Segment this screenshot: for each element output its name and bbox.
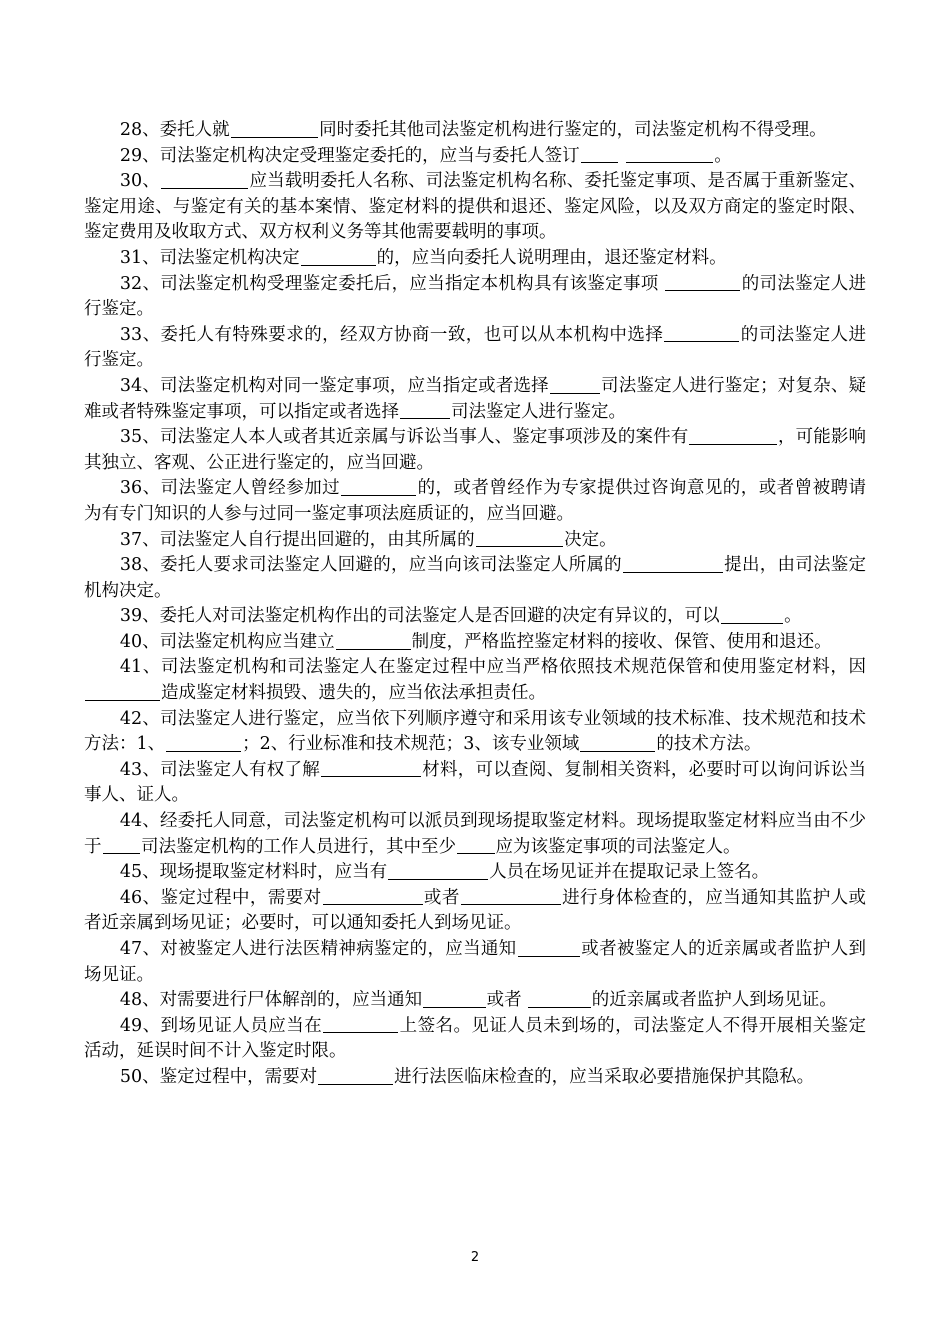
question-text xyxy=(619,146,625,166)
answer-blank xyxy=(528,989,591,1008)
answer-blank xyxy=(476,529,564,548)
question-item xyxy=(84,553,866,604)
question-item xyxy=(84,604,866,630)
answer-blank xyxy=(461,887,561,906)
question-item xyxy=(84,809,866,860)
question-text: 28、委托人就 xyxy=(119,120,230,140)
answer-blank xyxy=(318,1066,393,1085)
question-text: 或者被鉴定人的近亲属或者监护人到场见证。 xyxy=(84,939,866,985)
question-text: 提出，由司法鉴定机构决定。 xyxy=(84,555,866,601)
question-item xyxy=(84,630,866,656)
question-text: 进行身体检查的，应当通知其监护人或者近亲属到场见证；必要时，可以通知委托人到场见证。 xyxy=(84,887,867,934)
question-text: 。 xyxy=(714,145,732,166)
question-text: ；2、行业标准和技术规范；3、该专业领域 xyxy=(242,734,580,755)
question-item xyxy=(84,758,866,809)
answer-blank xyxy=(550,375,600,394)
question-item xyxy=(84,323,866,374)
question-text: 或者 xyxy=(486,990,528,1011)
question-item xyxy=(84,1065,866,1091)
question-item xyxy=(84,1014,866,1065)
answer-blank xyxy=(457,836,495,855)
question-text: 48、对需要进行尸体解剖的，应当通知 xyxy=(119,990,423,1011)
question-text: 同时委托其他司法鉴定机构进行鉴定的，司法鉴定机构不得受理。 xyxy=(319,120,827,140)
question-text: 41、司法鉴定机构和司法鉴定人在鉴定过程中应当严格依照技术规范保管和使用鉴定材料，因 xyxy=(119,657,866,678)
question-text: 司法鉴定人进行鉴定；对复杂、疑难或者特殊鉴定事项，可以指定或者选择 xyxy=(84,375,866,422)
question-text: 43、司法鉴定人有权了解 xyxy=(119,759,320,780)
answer-blank xyxy=(388,861,488,880)
question-text: 进行法医临床检查的，应当采取必要措施保护其隐私。 xyxy=(394,1066,815,1087)
answer-blank xyxy=(336,631,411,650)
question-text: 应为该鉴定事项的司法鉴定人。 xyxy=(495,836,741,857)
question-text: 46、鉴定过程中，需要对 xyxy=(119,887,322,908)
answer-blank xyxy=(323,887,423,906)
question-item xyxy=(84,988,866,1014)
question-text: 36、司法鉴定人曾经参加过 xyxy=(119,478,341,499)
question-text: 制度，严格监控鉴定材料的接收、保管、使用和退还。 xyxy=(411,631,832,652)
question-text: 37、司法鉴定人自行提出回避的，由其所属的 xyxy=(119,529,475,550)
question-text: 30、 xyxy=(119,171,160,192)
answer-blank xyxy=(323,1015,398,1034)
question-text: 材料，可以查阅、复制相关资料，必要时可以询问诉讼当事人、证人。 xyxy=(84,759,866,806)
answer-blank xyxy=(689,426,777,445)
question-text: 的，应当向委托人说明理由，退还鉴定材料。 xyxy=(376,247,727,268)
question-item xyxy=(84,476,866,527)
question-item xyxy=(84,374,866,425)
question-text: 47、对被鉴定人进行法医精神病鉴定的，应当通知 xyxy=(119,939,517,959)
question-text: 50、鉴定过程中，需要对 xyxy=(119,1066,318,1087)
question-item xyxy=(84,272,866,323)
answer-blank xyxy=(664,324,739,343)
question-item xyxy=(84,246,866,272)
answer-blank xyxy=(341,477,416,496)
answer-blank xyxy=(423,989,486,1008)
question-item xyxy=(84,886,866,937)
answer-blank xyxy=(321,759,421,778)
question-item xyxy=(84,118,866,144)
answer-blank xyxy=(721,605,784,624)
answer-blank xyxy=(400,401,450,420)
question-text: 45、现场提取鉴定材料时，应当有 xyxy=(119,862,388,883)
answer-blank xyxy=(103,836,141,855)
question-text: 。 xyxy=(784,606,802,627)
question-text: 应当载明委托人名称、司法鉴定机构名称、委托鉴定事项、是否属于重新鉴定、鉴定用途、与鉴定有关的基本案情、鉴定材料的提供和退还、鉴定风险，以及双方商定的鉴定时限、鉴定费用及收取方式、双方权利义务等其他需要载明的事项。 xyxy=(84,171,866,243)
answer-blank xyxy=(85,682,160,701)
question-item xyxy=(84,144,866,170)
answer-blank xyxy=(301,247,376,266)
question-text: 42、司法鉴定人进行鉴定，应当依下列顺序遵守和采用该专业领域的技术标准、技术规范和技术方法：1、 xyxy=(84,708,866,755)
question-item xyxy=(84,655,866,706)
question-text: 的技术方法。 xyxy=(656,734,762,755)
question-text: 31、司法鉴定机构决定 xyxy=(119,247,300,268)
question-text: 司法鉴定机构的工作人员进行，其中至少 xyxy=(141,836,456,857)
question-text: 40、司法鉴定机构应当建立 xyxy=(119,631,335,652)
question-text: 39、委托人对司法鉴定机构作出的司法鉴定人是否回避的决定有异议的，可以 xyxy=(119,606,720,627)
question-text: 人员在场见证并在提取记录上签名。 xyxy=(489,862,770,883)
answer-blank xyxy=(626,145,714,164)
question-text: 决定。 xyxy=(564,529,617,550)
page-number: 2 xyxy=(470,1250,480,1265)
question-text: 34、司法鉴定机构对同一鉴定事项，应当指定或者选择 xyxy=(119,375,549,396)
answer-blank xyxy=(580,733,655,752)
question-text: ，可能影响其独立、客观、公正进行鉴定的，应当回避。 xyxy=(84,427,866,473)
question-text: 的司法鉴定人进行鉴定。 xyxy=(84,273,866,320)
question-text: 的司法鉴定人进行鉴定。 xyxy=(84,324,866,371)
question-text: 上签名。见证人员未到场的，司法鉴定人不得开展相关鉴定活动，延误时间不计入鉴定时限。 xyxy=(84,1015,866,1062)
question-item xyxy=(84,707,866,758)
answer-blank xyxy=(518,938,581,957)
question-text: 38、委托人要求司法鉴定人回避的，应当向该司法鉴定人所属的 xyxy=(119,555,622,576)
question-item xyxy=(84,937,866,988)
question-text: 32、司法鉴定机构受理鉴定委托后，应当指定本机构具有该鉴定事项 xyxy=(119,273,665,294)
question-item xyxy=(84,169,866,246)
answer-blank xyxy=(166,733,241,752)
answer-blank xyxy=(161,170,249,189)
question-text: 造成鉴定材料损毁、遗失的，应当依法承担责任。 xyxy=(161,683,546,704)
answer-blank xyxy=(623,554,723,573)
question-text: 司法鉴定人进行鉴定。 xyxy=(451,401,626,422)
question-text: 35、司法鉴定人本人或者其近亲属与诉讼当事人、鉴定事项涉及的案件有 xyxy=(119,427,689,448)
question-text: 33、委托人有特殊要求的，经双方协商一致，也可以从本机构中选择 xyxy=(119,324,664,345)
question-text: 49、到场见证人员应当在 xyxy=(119,1015,323,1036)
question-text: 或者 xyxy=(423,887,460,908)
question-item xyxy=(84,425,866,476)
question-text: 44、经委托人同意，司法鉴定机构可以派员到现场提取鉴定材料。现场提取鉴定材料应当由不少于 xyxy=(84,811,866,857)
question-text: 的近亲属或者监护人到场见证。 xyxy=(591,990,837,1011)
question-list xyxy=(84,118,866,1091)
question-item xyxy=(84,528,866,554)
answer-blank xyxy=(231,119,319,138)
question-text: 29、司法鉴定机构决定受理鉴定委托的，应当与委托人签订 xyxy=(119,145,580,166)
question-text: 的，或者曾经作为专家提供过咨询意见的，或者曾被聘请为有专门知识的人参与过同一鉴定事项法庭质证的，应当回避。 xyxy=(84,478,866,524)
answer-blank xyxy=(665,273,740,292)
answer-blank xyxy=(581,145,619,164)
question-item xyxy=(84,860,866,886)
